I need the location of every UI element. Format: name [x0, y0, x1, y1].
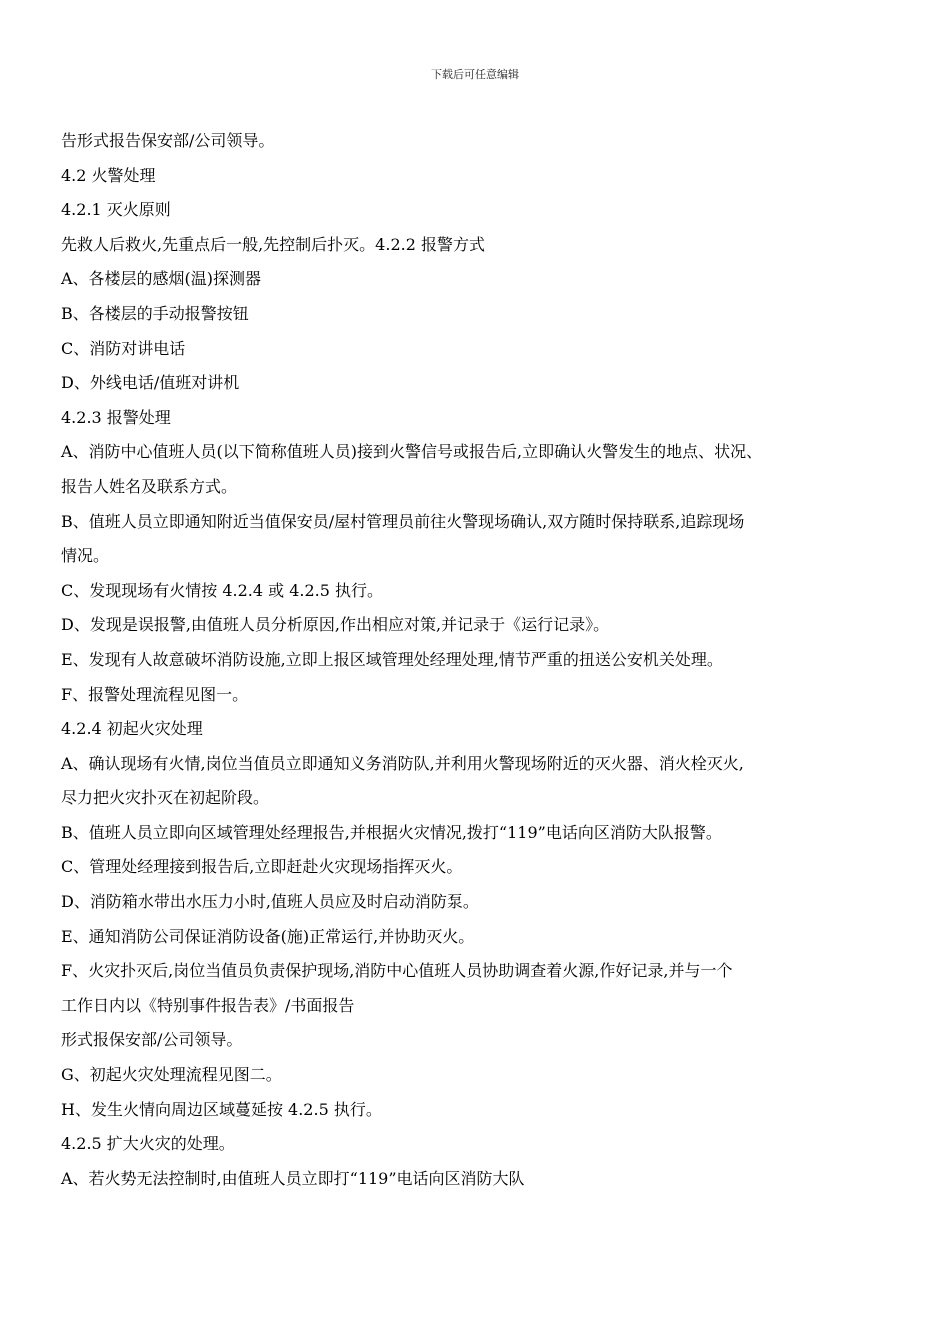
document-body — [61, 124, 901, 1196]
list-item: H、发生火情向周边区域蔓延按 4.2.5 执行。 — [61, 1099, 382, 1119]
list-item: C、管理处经理接到报告后,立即赶赴火灾现场指挥灭火。 — [61, 857, 463, 877]
page-header: 下载后可任意编辑 — [431, 68, 519, 81]
section-heading: 4.2.1 灭火原则 — [61, 200, 171, 220]
list-item: E、发现有人故意破坏消防设施,立即上报区域管理处经理处理,情节严重的扭送公安机关处理。 — [61, 649, 723, 669]
section-heading: 4.2.3 报警处理 — [61, 407, 171, 427]
list-item: A、确认现场有火情,岗位当值员立即通知义务消防队,并利用火警现场附近的灭火器、消火栓灭火, — [61, 753, 744, 773]
list-item: C、发现现场有火情按 4.2.4 或 4.2.5 执行。 — [61, 580, 384, 600]
list-item: B、值班人员立即通知附近当值保安员/屋村管理员前往火警现场确认,双方随时保持联系,追踪现场 — [61, 511, 745, 531]
list-item: B、值班人员立即向区域管理处经理报告,并根据火灾情况,拨打“119”电话向区消防大队报警。 — [61, 822, 722, 842]
list-item: A、各楼层的感烟(温)探测器 — [61, 269, 262, 289]
list-item: C、消防对讲电话 — [61, 338, 186, 358]
text-line: 工作日内以《特别事件报告表》/书面报告 — [61, 995, 355, 1015]
list-item: D、外线电话/值班对讲机 — [61, 373, 240, 393]
text-line: 情况。 — [61, 546, 110, 566]
text-line: 告形式报告保安部/公司领导。 — [61, 131, 275, 150]
list-item: F、火灾扑灭后,岗位当值员负责保护现场,消防中心值班人员协助调查着火源,作好记录,并与一个 — [61, 961, 733, 981]
text-line: 形式报保安部/公司领导。 — [61, 1030, 243, 1050]
text-line: 先救人后救火,先重点后一般,先控制后扑灭。4.2.2 报警方式 — [61, 234, 485, 254]
text-line: 报告人姓名及联系方式。 — [61, 476, 238, 496]
section-heading: 4.2 火警处理 — [61, 165, 156, 185]
list-item: A、消防中心值班人员(以下简称值班人员)接到火警信号或报告后,立即确认火警发生的地点、状况、 — [61, 442, 763, 462]
list-item: D、消防箱水带出水压力小时,值班人员应及时启动消防泵。 — [61, 892, 479, 912]
list-item: E、通知消防公司保证消防设备(施)正常运行,并协助灭火。 — [61, 926, 475, 946]
section-heading: 4.2.5 扩大火灾的处理。 — [61, 1134, 235, 1154]
list-item: A、若火势无法控制时,由值班人员立即打“119”电话向区消防大队 — [61, 1168, 525, 1188]
list-item: G、初起火灾处理流程见图二。 — [61, 1065, 282, 1085]
section-heading: 4.2.4 初起火灾处理 — [61, 719, 203, 739]
list-item: F、报警处理流程见图一。 — [61, 684, 249, 704]
text-line: 尽力把火灾扑灭在初起阶段。 — [61, 788, 270, 808]
list-item: B、各楼层的手动报警按钮 — [61, 303, 249, 323]
list-item: D、发现是误报警,由值班人员分析原因,作出相应对策,并记录于《运行记录》。 — [61, 615, 610, 635]
